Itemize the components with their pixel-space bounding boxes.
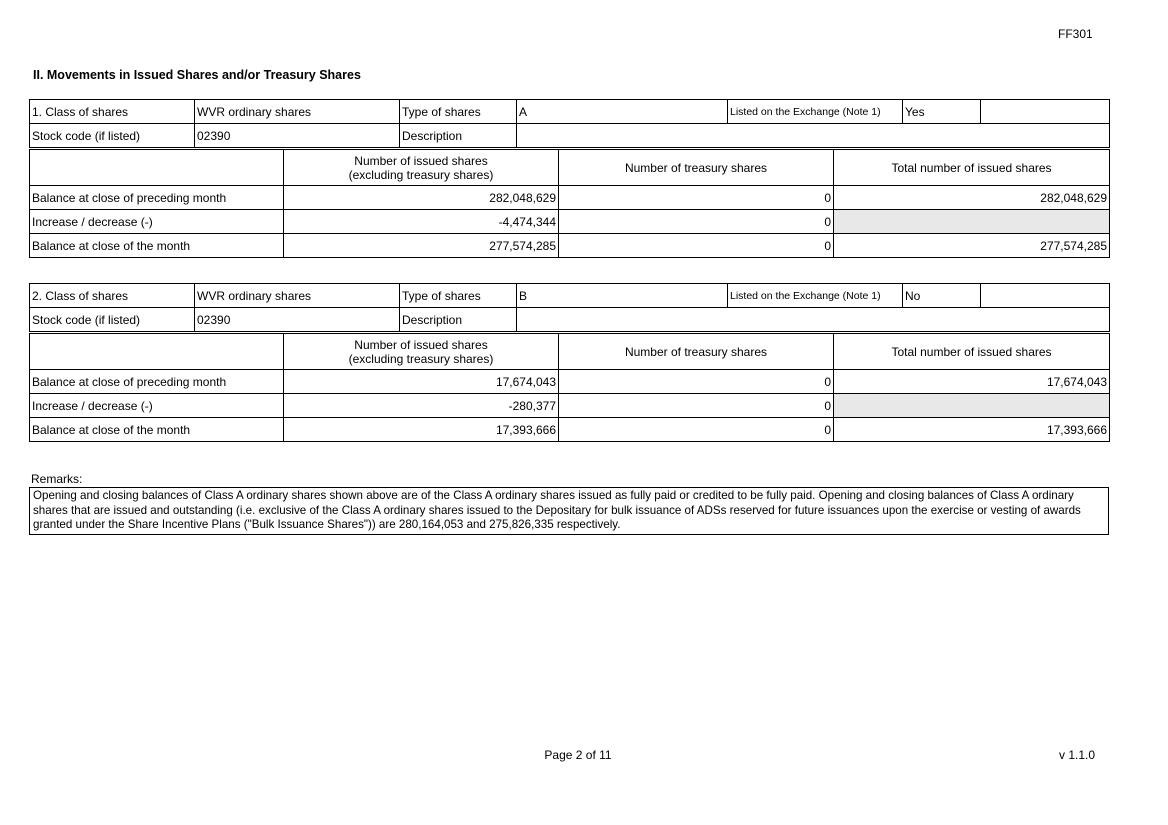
total-value [834, 394, 1110, 418]
issued-value: -4,474,344 [284, 210, 559, 234]
row-label: Balance at close of the month [30, 234, 284, 258]
issued-value: 17,393,666 [284, 418, 559, 442]
table-row [30, 418, 1110, 442]
treasury-value: 0 [559, 186, 834, 210]
issued-value: -280,377 [284, 394, 559, 418]
form-code: FF301 [1058, 27, 1093, 41]
description-label: Description [400, 124, 517, 148]
issued-value: 282,048,629 [284, 186, 559, 210]
total-value: 282,048,629 [834, 186, 1110, 210]
balance-table-1 [29, 149, 1110, 258]
empty-cell [981, 100, 1110, 124]
col-total-header: Total number of issued shares [834, 334, 1110, 370]
type-value: B [517, 284, 728, 308]
blank-header-cell [30, 334, 284, 370]
col-issued-header: Number of issued shares (excluding treasury shares) [284, 150, 559, 186]
row-label: Balance at close of the month [30, 418, 284, 442]
type-value: A [517, 100, 728, 124]
treasury-value: 0 [559, 418, 834, 442]
class-value: WVR ordinary shares [195, 284, 400, 308]
table-row [30, 186, 1110, 210]
type-label: Type of shares [400, 100, 517, 124]
balance-table-2 [29, 333, 1110, 442]
col-treasury-header: Number of treasury shares [559, 334, 834, 370]
treasury-value: 0 [559, 210, 834, 234]
class-header-table-2 [29, 283, 1110, 332]
row-label: Balance at close of preceding month [30, 186, 284, 210]
class-value: WVR ordinary shares [195, 100, 400, 124]
class-label: 2. Class of shares [30, 284, 195, 308]
total-value: 277,574,285 [834, 234, 1110, 258]
treasury-value: 0 [559, 234, 834, 258]
stock-code-value: 02390 [195, 308, 400, 332]
type-label: Type of shares [400, 284, 517, 308]
listed-value: Yes [903, 100, 981, 124]
col-treasury-header: Number of treasury shares [559, 150, 834, 186]
empty-cell [981, 284, 1110, 308]
col-total-header: Total number of issued shares [834, 150, 1110, 186]
treasury-value: 0 [559, 370, 834, 394]
total-value: 17,393,666 [834, 418, 1110, 442]
issued-value: 17,674,043 [284, 370, 559, 394]
stock-code-label: Stock code (if listed) [30, 124, 195, 148]
listed-value: No [903, 284, 981, 308]
description-label: Description [400, 308, 517, 332]
treasury-value: 0 [559, 394, 834, 418]
table-row [30, 210, 1110, 234]
stock-code-label: Stock code (if listed) [30, 308, 195, 332]
blank-header-cell [30, 150, 284, 186]
row-label: Increase / decrease (-) [30, 210, 284, 234]
col-issued-header: Number of issued shares (excluding treasury shares) [284, 334, 559, 370]
stock-code-value: 02390 [195, 124, 400, 148]
row-label: Increase / decrease (-) [30, 394, 284, 418]
class-header-table-1 [29, 99, 1110, 148]
description-value [517, 124, 1110, 148]
remarks-label: Remarks: [31, 472, 83, 486]
page-number: Page 2 of 11 [544, 748, 612, 762]
class-label: 1. Class of shares [30, 100, 195, 124]
listed-label: Listed on the Exchange (Note 1) [728, 284, 903, 308]
table-row [30, 234, 1110, 258]
row-label: Balance at close of preceding month [30, 370, 284, 394]
total-value [834, 210, 1110, 234]
table-row [30, 370, 1110, 394]
listed-label: Listed on the Exchange (Note 1) [728, 100, 903, 124]
version-label: v 1.1.0 [1059, 748, 1096, 762]
total-value: 17,674,043 [834, 370, 1110, 394]
description-value [517, 308, 1110, 332]
table-row [30, 394, 1110, 418]
remarks-text: Opening and closing balances of Class A ordinary shares shown above are of the Class A ordinary shares issued as fully paid or credited to be fully paid. Opening and closing balances of Class A ordinary shares that are issued and outstanding (i.e. exclusive of the Class A ordinary shares issued to the Depositary for bulk issuance of ADSs reserved for future issuances upon the exercise or vesting of awards granted under the Share Incentive Plans ("Bulk Issuance Shares")) are 280,164,053 and 275,826,335 respectively. [29, 487, 1109, 535]
issued-value: 277,574,285 [284, 234, 559, 258]
section-title: II. Movements in Issued Shares and/or Treasury Shares [33, 68, 361, 82]
